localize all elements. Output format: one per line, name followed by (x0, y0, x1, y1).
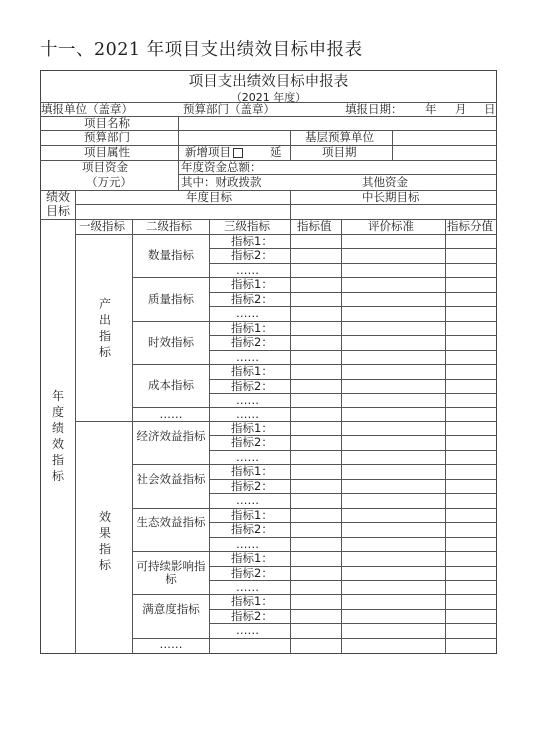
base-unit-label: 基层预算单位 (305, 130, 374, 144)
page-heading: 十一、2021 年项目支出绩效目标申报表 (40, 40, 363, 60)
indicator-item: 指标2： (231, 335, 273, 350)
indicator-item: 指标2： (231, 478, 273, 493)
indicator-group-name: 可持续影响指标 (136, 558, 206, 586)
divider (132, 321, 497, 322)
indicator-item: …… (236, 623, 259, 638)
effect-indicators-label: 效果指标 (98, 510, 111, 572)
indicator-group-name: 时效指标 (148, 334, 194, 349)
output-indicators-label: 产出指标 (98, 297, 111, 359)
indicator-item: …… (236, 579, 259, 594)
indicator-item: 指标1： (231, 364, 273, 379)
indicator-item: 指标1： (231, 507, 273, 522)
indicator-item: 指标2： (231, 291, 273, 306)
indicator-item: 指标1： (231, 320, 273, 335)
attr-cont-option: 延 (270, 145, 282, 159)
divider (132, 594, 497, 595)
date-day: 日 (484, 102, 496, 116)
indicator-item: 指标1： (231, 551, 273, 566)
goals-label-2: 目标 (46, 204, 71, 218)
annual-goal-label: 年度目标 (186, 190, 232, 204)
level3-header: 三级指标 (224, 219, 270, 233)
divider (132, 464, 497, 465)
funds-label: 项目资金 (82, 160, 128, 174)
divider (392, 130, 393, 160)
level2-header: 二级指标 (146, 219, 192, 233)
divider (290, 219, 291, 654)
date-month: 月 (455, 102, 467, 116)
total-funds-label: 年度资金总额： (181, 160, 262, 174)
level1-header: 一级指标 (79, 219, 125, 233)
date-year: 年 (425, 102, 437, 116)
goals-label-1: 绩效 (46, 190, 71, 204)
indicator-group-name: 经济效益指标 (136, 428, 206, 443)
indicator-item: …… (236, 449, 259, 464)
attr-new-text: 新增项目 (185, 145, 231, 159)
unit-label: 填报单位（盖章） (41, 102, 133, 116)
indicator-item: …… (236, 349, 259, 364)
project-name-label: 项目名称 (84, 116, 130, 130)
divider (132, 508, 497, 509)
indicator-group-name: …… (159, 407, 183, 422)
indicator-item: …… (236, 407, 259, 422)
form-title: 项目支出绩效目标申报表 (188, 74, 349, 90)
divider (75, 190, 76, 654)
attribute-label: 项目属性 (84, 145, 130, 159)
indicator-group-name: 数量指标 (148, 248, 194, 263)
indicator-item: …… (236, 536, 259, 551)
divider (132, 277, 497, 278)
divider (445, 219, 446, 654)
divider (132, 364, 497, 365)
divider (40, 190, 497, 191)
indicator-item: …… (236, 306, 259, 321)
form-year: （2021 年度） (230, 91, 307, 104)
dept-label: 预算部门（盖章） (183, 102, 275, 116)
indicator-item: 指标1： (231, 594, 273, 609)
indicator-item: 指标2： (231, 565, 273, 580)
period-label: 项目期 (322, 145, 357, 159)
indicator-item: 指标1： (231, 234, 273, 248)
divider (75, 234, 497, 235)
mid-long-goal-label: 中长期目标 (362, 190, 420, 204)
indicator-group-name: 质量指标 (148, 291, 194, 306)
annual-indicators-label: 年度绩效指标 (51, 389, 64, 483)
indicator-item: 指标2： (231, 608, 273, 623)
indicator-group-name: …… (159, 637, 183, 652)
score-header: 指标分值 (447, 219, 493, 233)
indicator-item: …… (236, 493, 259, 508)
indicator-item: …… (236, 392, 259, 407)
date-label: 填报日期： (345, 102, 403, 116)
indicator-item: 指标2： (231, 248, 273, 263)
checkbox-icon[interactable] (233, 148, 243, 158)
divider (178, 116, 179, 190)
fiscal-funds-label: 其中：财政拨款 (181, 175, 262, 189)
indicator-item: 指标1： (231, 421, 273, 435)
other-funds-label: 其他资金 (362, 175, 408, 189)
indicator-item: 指标2： (231, 522, 273, 537)
indicator-group-name: 成本指标 (148, 378, 194, 393)
value-header: 指标值 (297, 219, 332, 233)
divider (290, 130, 291, 160)
divider (132, 551, 497, 552)
attr-new-option[interactable] (185, 146, 245, 159)
indicator-group-name: 满意度指标 (142, 602, 200, 617)
indicator-item: 指标2： (231, 378, 273, 393)
indicator-item: 指标1： (231, 277, 273, 292)
divider (341, 219, 342, 654)
divider (209, 219, 210, 654)
indicator-group-name: 社会效益指标 (136, 472, 206, 487)
criteria-header: 评价标准 (368, 219, 414, 233)
funds-unit-label: （万元） (86, 175, 132, 189)
budget-dept-label: 预算部门 (84, 130, 130, 144)
divider (75, 421, 497, 422)
indicator-group-name: 生态效益指标 (136, 515, 206, 530)
divider (75, 204, 497, 205)
indicator-item: 指标1： (231, 464, 273, 479)
divider (290, 190, 291, 219)
indicator-item: 指标2： (231, 435, 273, 450)
indicator-item: …… (236, 262, 259, 277)
